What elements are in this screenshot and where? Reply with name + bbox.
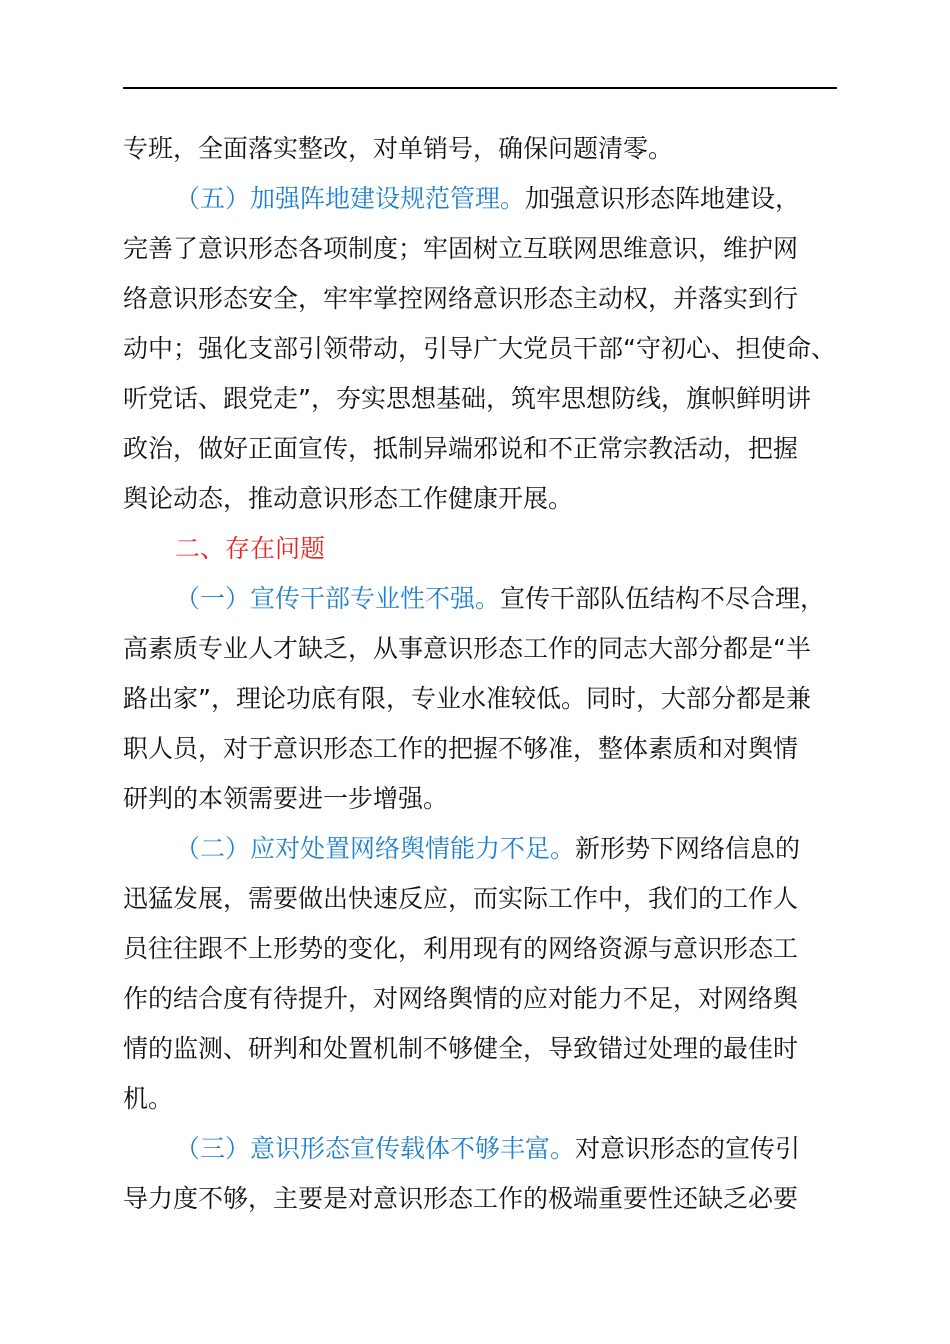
text-line [123, 774, 837, 824]
text-line [123, 1074, 837, 1124]
paragraph-text: 宣传干部队伍结构不尽合理， [500, 584, 826, 613]
text-line [123, 874, 837, 924]
paragraph-text: 作的结合度有待提升，对网络舆情的应对能力不足，对网络舆 [123, 984, 799, 1013]
paragraph-text: 研判的本领需要进一步增强。 [123, 784, 449, 813]
text-line [123, 674, 837, 724]
paragraph-text: 听党话、跟党走”，夯实思想基础，筑牢思想防线，旗帜鲜明讲 [123, 384, 811, 413]
paragraph-text: 络意识形态安全，牢牢掌控网络意识形态主动权，并落实到行 [123, 284, 799, 313]
problem-one-first-line [123, 574, 837, 624]
section-heading [123, 524, 837, 574]
paragraph-text: 新形势下网络信息的 [575, 834, 801, 863]
paragraph-heading: （三）意识形态宣传载体不够丰富。 [175, 1134, 576, 1163]
paragraph-text: 导力度不够，主要是对意识形态工作的极端重要性还缺乏必要 [123, 1184, 799, 1213]
paragraph-text: 专班，全面落实整改，对单销号，确保问题清零。 [123, 134, 674, 163]
text-line [123, 974, 837, 1024]
paragraph-text: 高素质专业人才缺乏，从事意识形态工作的同志大部分都是“半 [123, 634, 811, 663]
text-line [123, 1024, 837, 1074]
paragraph-five-first-line [123, 174, 837, 224]
text-line [123, 474, 837, 524]
text-line [123, 374, 837, 424]
paragraph-text: 情的监测、研判和处置机制不够健全，导致错过处理的最佳时 [123, 1034, 799, 1063]
text-line [123, 624, 837, 674]
paragraph-heading: （五）加强阵地建设规范管理。 [175, 184, 526, 213]
paragraph-text: 员往往跟不上形势的变化，利用现有的网络资源与意识形态工 [123, 934, 799, 963]
text-line [123, 924, 837, 974]
paragraph-text: 动中；强化支部引领带动，引导广大党员干部“守初心、担使命、 [123, 334, 836, 363]
paragraph-text: 政治，做好正面宣传，抵制异端邪说和不正常宗教活动，把握 [123, 434, 799, 463]
text-line [123, 324, 837, 374]
document-body [123, 124, 837, 1224]
paragraph-text: 舆论动态，推动意识形态工作健康开展。 [123, 484, 574, 513]
text-line [123, 124, 837, 174]
text-line [123, 724, 837, 774]
paragraph-text: 机。 [123, 1084, 174, 1113]
paragraph-text: 职人员，对于意识形态工作的把握不够准，整体素质和对舆情 [123, 734, 799, 763]
header-rule [123, 87, 837, 89]
paragraph-heading: （一）宣传干部专业性不强。 [175, 584, 501, 613]
text-line [123, 424, 837, 474]
paragraph-text: 路出家”，理论功底有限，专业水准较低。同时，大部分都是兼 [123, 684, 811, 713]
text-line [123, 224, 837, 274]
problem-two-first-line [123, 824, 837, 874]
text-line [123, 274, 837, 324]
section-title: 二、存在问题 [175, 534, 326, 563]
paragraph-text: 加强意识形态阵地建设， [525, 184, 801, 213]
paragraph-text: 迅猛发展，需要做出快速反应，而实际工作中，我们的工作人 [123, 884, 799, 913]
paragraph-text: 完善了意识形态各项制度；牢固树立互联网思维意识，维护网 [123, 234, 799, 263]
paragraph-text: 对意识形态的宣传引 [575, 1134, 801, 1163]
problem-three-first-line [123, 1124, 837, 1174]
text-line [123, 1174, 837, 1224]
paragraph-heading: （二）应对处置网络舆情能力不足。 [175, 834, 576, 863]
